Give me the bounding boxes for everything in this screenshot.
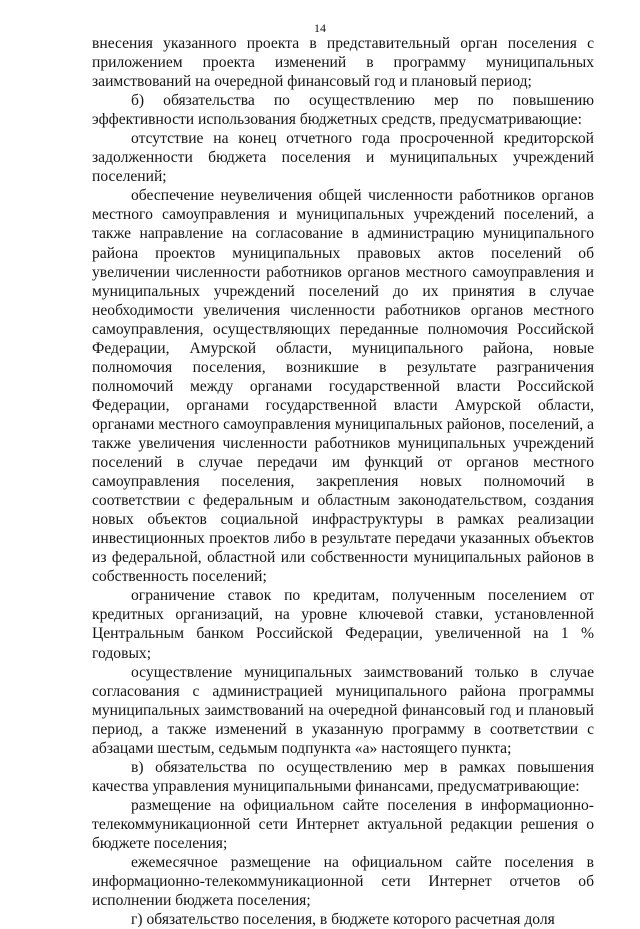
page-number: 14 <box>314 21 326 35</box>
paragraph-borrowings: осуществление муниципальных заимствований только в случае согласования с администрацией муниципального района программы муниципальных заимствований на очередной финансовый год и плановый период, а также изменений в указанную программу в соответствии с абзацами шестым, седьмым подпункта «а» настоящего пункта; <box>92 663 594 757</box>
paragraph-item-b: б) обязательства по осуществлению мер по повышению эффективности использования бюджетных средств, предусматривающие: <box>92 92 594 129</box>
paragraph-staff-limits: обеспечение неувеличения общей численности работников органов местного самоуправления и муниципальных учреждений поселений, а также направление на согласование в администрацию муниципального района проектов муниципальных правовых актов поселений об увеличении численности работников органов местного самоуправления и муниципальных учреждений поселений до их принятия в случае необходимости увеличения численности работников органов местного самоуправления, осуществляющих переданные полномочия Российской Федерации, Амурской области, муниципального района, новые полномочия поселения, возникшие в результате разграничения полномочий между органами государственной власти Российской Федерации, органами государственной власти Амурской области, органами местного самоуправления муниципальных районов, поселений, а также увеличения численности работников муниципальных учреждений поселений в случае передачи им функций от органов местного самоуправления поселения, закрепления новых полномочий в соответствии с федеральным и областным законодательством, создания новых объектов социальной инфраструктуры в рамках реализации инвестиционных проектов либо в результате передачи указанных объектов из федеральной, областной или собственности муниципальных районов в собственность поселений; <box>92 187 594 586</box>
paragraph-no-overdue-debt: отсутствие на конец отчетного года просроченной кредиторской задолженности бюджета поселения и муниципальных учреждений поселений; <box>92 130 594 186</box>
paragraph-item-g: г) обязательство поселения, в бюджете которого расчетная доля <box>131 911 555 929</box>
paragraph-credit-rates: ограничение ставок по кредитам, полученным поселением от кредитных организаций, на уровне ключевой ставки, установленной Центральным банком Российской Федерации, увеличенной на 1 % годовых; <box>92 587 594 662</box>
paragraph-monthly-reports: ежемесячное размещение на официальном сайте поселения в информационно-телекоммуникационной сети Интернет отчетов об исполнении бюджета поселения; <box>92 854 594 910</box>
paragraph-item-v: в) обязательства по осуществлению мер в рамках повышения качества управления муниципальными финансами, предусматривающие: <box>92 758 594 795</box>
document-body <box>92 34 594 929</box>
paragraph-continuation: внесения указанного проекта в представительный орган поселения с приложением проекта изменений в программу муниципальных заимствований на очередной финансовый год и плановый период; <box>92 35 594 91</box>
paragraph-publish-budget: размещение на официальном сайте поселения в информационно-телекоммуникационной сети Интернет актуальной редакции решения о бюджете поселения; <box>92 796 594 852</box>
